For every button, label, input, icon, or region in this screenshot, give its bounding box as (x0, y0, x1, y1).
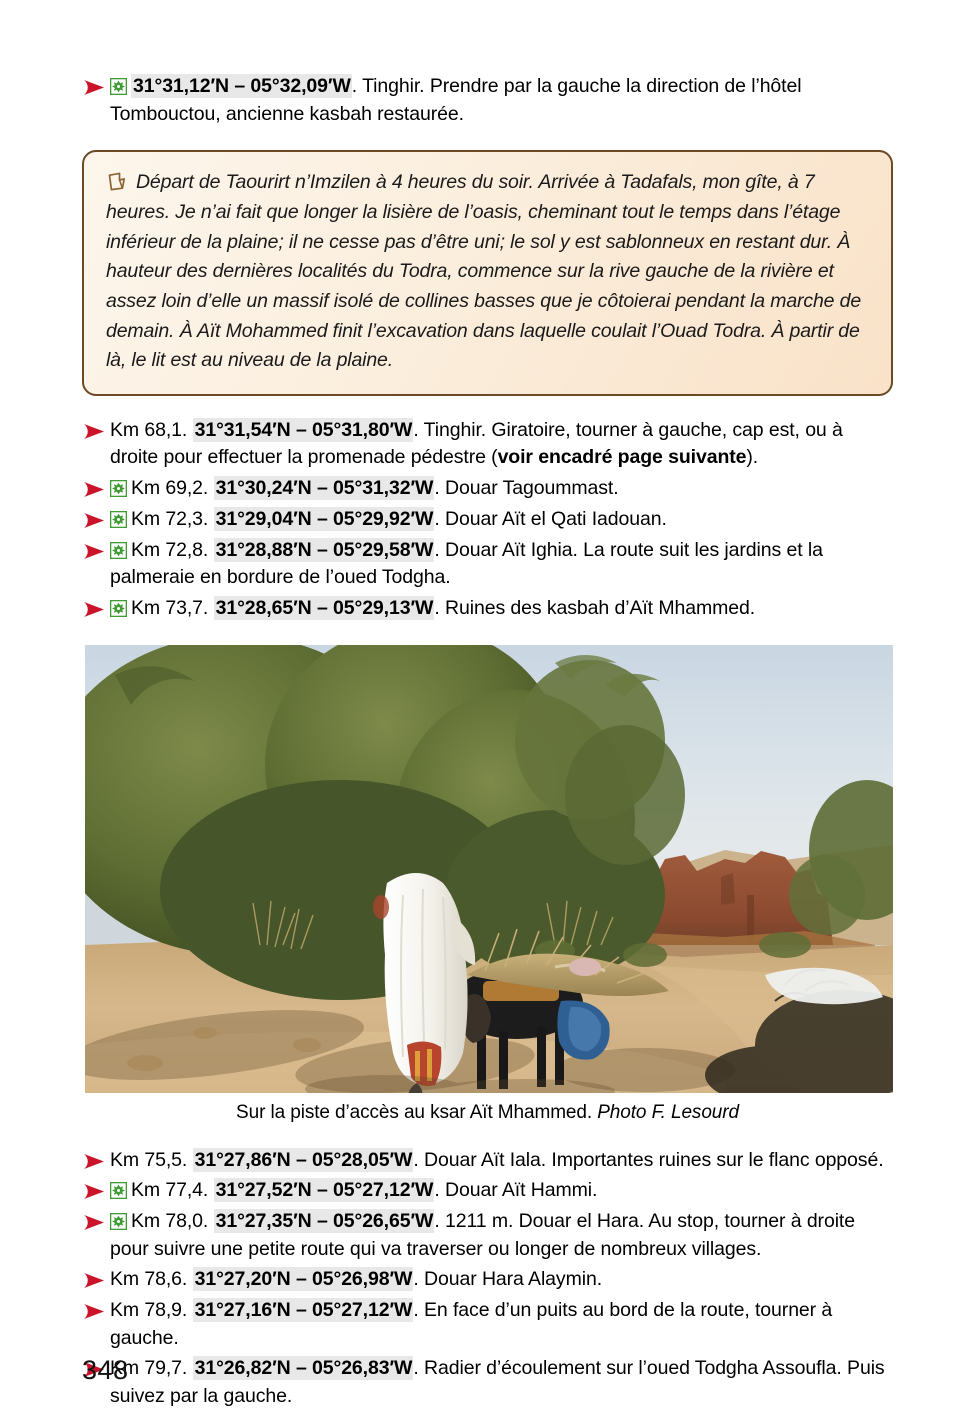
photo-piste-ait-mhammed (85, 645, 893, 1093)
entry-text (110, 505, 893, 534)
coordinate-value: 31°27,86′N – 05°28,05′W (194, 1148, 413, 1171)
red-arrow-bullet-icon (82, 1150, 108, 1174)
cross-reference: voir encadré page suivante (497, 446, 747, 469)
list-item (82, 416, 893, 472)
red-arrow-bullet-icon (82, 478, 108, 502)
green-oasis-marker-icon (110, 1182, 127, 1199)
red-arrow-bullet-icon (82, 1180, 108, 1204)
km-marker: Km 69,2. (131, 477, 209, 500)
green-oasis-marker-icon (110, 542, 127, 559)
entry-description: . Ruines des kasbah d’Aït Mhammed. (434, 596, 756, 619)
km-marker: Km 79,7. (110, 1357, 188, 1380)
entry-description: . Douar Aït Hammi. (434, 1179, 598, 1202)
entry-text (110, 474, 893, 503)
entry-text (110, 1207, 893, 1263)
red-arrow-bullet-icon (82, 76, 108, 100)
coordinate-value: 31°27,20′N – 05°26,98′W (194, 1268, 413, 1291)
caption-text: Sur la piste d’accès au ksar Aït Mhammed. (236, 1101, 593, 1123)
red-arrow-bullet-icon (82, 509, 108, 533)
route-list-bottom (82, 1146, 893, 1411)
list-item (82, 1354, 893, 1410)
entry-description: . Douar Aït Ighia. La route suit les jardins et la palmeraie en bordure de l’oued Todgha. (110, 538, 823, 589)
entry-description: . Radier d’écoulement sur l’oued Todgha Assoufla. Puis suivez par la gauche. (110, 1357, 885, 1408)
km-marker: Km 72,8. (131, 538, 209, 561)
route-list-top (82, 416, 893, 623)
red-arrow-bullet-icon (82, 598, 108, 622)
list-item (82, 1176, 893, 1205)
coordinate-value: 31°30,24′N – 05°31,32′W (215, 477, 434, 500)
entry-text (110, 72, 893, 128)
callout-text: Départ de Taourirt n’Imzilen à 4 heures du soir. Arrivée à Tadafals, mon gîte, à 7 heures. Je n’ai fait que longer la lisière de l’oasis, cheminant tout le temps dans l’étage inférieur de la plaine; il ne cesse pas d’être uni; le sol y est sablonneux en restant dur. À hauteur des dernières localités du Todra, commence sur la rive gauche de la rivière et assez loin d’elle un massif isolé de collines basses que je côtoierai pendant la marche de demain. À Aït Mohammed finit l’excavation dans laquelle coulait l’Ouad Todra. À partir de là, le lit est au niveau de la plaine. (106, 171, 862, 372)
green-oasis-marker-icon (110, 511, 127, 528)
km-marker: Km 77,4. (131, 1179, 209, 1202)
coordinate-value: 31°27,35′N – 05°26,65′W (215, 1209, 434, 1232)
entry-text (110, 1176, 893, 1205)
page-number: 348 (82, 1355, 129, 1385)
coordinate-value: 31°27,52′N – 05°27,12′W (215, 1179, 434, 1202)
km-marker: Km 73,7. (131, 596, 209, 619)
green-oasis-marker-icon (110, 1213, 127, 1230)
entry-text (110, 594, 893, 623)
km-marker: Km 75,5. (110, 1148, 188, 1171)
entry-description: . Douar Tagoummast. (434, 477, 619, 500)
entry-text (110, 1265, 893, 1294)
entry-description: . Tinghir. Prendre par la gauche la direction de l’hôtel Tombouctou, ancienne kasbah restaurée. (110, 75, 802, 125)
list-item (82, 536, 893, 592)
entry-text (110, 1146, 893, 1175)
coordinate-value: 31°31,54′N – 05°31,80′W (194, 418, 413, 441)
list-item (82, 1265, 893, 1294)
photo-illustration (85, 645, 893, 1093)
list-item (82, 594, 893, 623)
red-arrow-bullet-icon (82, 1269, 108, 1293)
callout-body (106, 168, 865, 375)
entry-description: . Douar Hara Alaymin. (413, 1268, 603, 1291)
quote-callout-box (82, 150, 893, 395)
green-oasis-marker-icon (110, 480, 127, 497)
km-marker: Km 78,0. (131, 1209, 209, 1232)
entry-text (110, 416, 893, 472)
coordinate-value: 31°26,82′N – 05°26,83′W (194, 1357, 413, 1380)
coordinate-value: 31°27,16′N – 05°27,12′W (194, 1299, 413, 1321)
list-item (82, 72, 893, 128)
coordinate-value: 31°28,88′N – 05°29,58′W (215, 538, 434, 561)
entry-description-tail: ). (746, 446, 759, 469)
red-arrow-bullet-icon (82, 1300, 108, 1324)
list-item (82, 505, 893, 534)
list-item (82, 1207, 893, 1263)
entry-text (110, 1354, 893, 1410)
coordinate-value: 31°29,04′N – 05°29,92′W (215, 507, 434, 530)
km-marker: Km 72,3. (131, 507, 209, 530)
entry-description: . 1211 m. Douar el Hara. Au stop, tourner à droite pour suivre une petite route qui va traverser ou longer de nombreux villages. (110, 1209, 855, 1260)
entry-description: . Tinghir. Giratoire, tourner à gauche, cap est, ou à droite pour effectuer la promenade pédestre ( (110, 418, 843, 469)
entry-text (110, 1296, 893, 1352)
red-arrow-bullet-icon (82, 540, 108, 564)
red-arrow-bullet-icon (82, 1211, 108, 1235)
coordinate-value: 31°31,12′N – 05°32,09′W (133, 75, 351, 97)
km-marker: Km 78,9. (110, 1299, 188, 1321)
green-oasis-marker-icon (110, 600, 127, 617)
km-marker: Km 78,6. (110, 1268, 188, 1291)
entry-description: . Douar Aït el Qati Iadouan. (434, 507, 667, 530)
entry-description: . Douar Aït Iala. Importantes ruines sur le flanc opposé. (413, 1148, 884, 1171)
entry-text (110, 536, 893, 592)
list-item (82, 474, 893, 503)
brown-notebook-icon (106, 171, 127, 191)
coordinate-value: 31°28,65′N – 05°29,13′W (215, 596, 434, 619)
photo-caption (82, 1102, 893, 1124)
caption-credit: Photo F. Lesourd (597, 1101, 739, 1123)
red-arrow-bullet-icon (82, 420, 108, 444)
entry-description: . En face d’un puits au bord de la route, tourner à gauche. (110, 1299, 833, 1349)
green-oasis-marker-icon (110, 78, 127, 95)
list-item (82, 1296, 893, 1352)
list-item (82, 1146, 893, 1175)
km-marker: Km 68,1. (110, 418, 188, 441)
